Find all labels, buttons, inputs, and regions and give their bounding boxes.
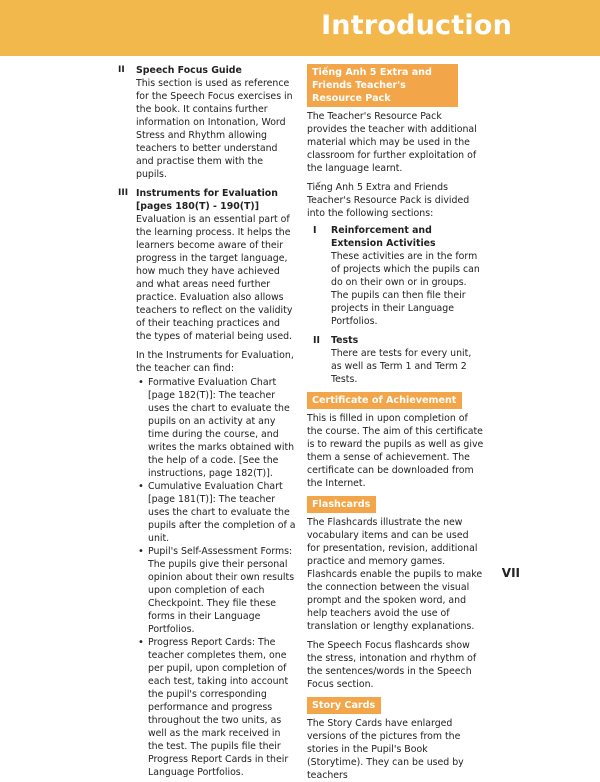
trp-lead: Tiếng Anh 5 Extra and Friends Teacher's Resource Pack is divided into the following sections: <box>307 182 470 219</box>
flashcards-body: The Flashcards illustrate the new vocabulary items and can be used for presentation, revision, additional practice and memory games. Flashcards enable the pupils to make the connection between the visual prompt and the spoken word, and help teachers avoid the use of translation or lengthy explanations. <box>307 517 483 632</box>
section-numeral: III <box>118 188 129 198</box>
trp-subsection-reinforcement <box>307 224 484 328</box>
list-item: • Cumulative Evaluation Chart [page 181(T)]: The teacher uses the chart to evaluate the pupils after the completion of a unit. <box>148 480 296 545</box>
subsection-numeral: II <box>313 335 320 346</box>
speech-focus-flashcards-body: The Speech Focus flashcards show the stress, intonation and rhythm of the sentences/words in the Speech Focus section. <box>307 640 477 690</box>
section-body: This section is used as reference for the Speech Focus exercises in the book. It contains further information on Intonation, Word Stress and Rhythm allowing teachers to better understand and practise them with the pupils. <box>136 78 293 180</box>
banner-story-cards: Story Cards <box>307 697 381 714</box>
trp-subsection-tests <box>307 334 484 386</box>
list-item: • Formative Evaluation Chart [page 182(T)]: The teacher uses the chart to evaluate the pupils on an activity at any time during the course, and writes the marks obtained with the help of a code. [See the instructions, page 182(T)]. <box>148 376 296 480</box>
subsection-title: Reinforcement and Extension Activities <box>331 225 436 249</box>
header-bar <box>0 0 600 56</box>
banner-certificate: Certificate of Achievement <box>307 392 462 409</box>
banner-teachers-resource-pack: Tiếng Anh 5 Extra and Friends Teacher's Resource Pack <box>307 64 458 107</box>
left-column <box>118 64 296 779</box>
banner-flashcards: Flashcards <box>307 496 376 513</box>
subsection-title: Tests <box>331 335 359 346</box>
subsection-body: These activities are in the form of projects which the pupils can do on their own or in groups. The pupils can then file their projects in their Language Portfolios. <box>331 251 480 327</box>
section-title: Instruments for Evaluation <box>136 188 278 199</box>
list-item: • Progress Report Cards: The teacher completes them, one per pupil, upon completion of each test, taking into account the pupil's corresponding performance and progress throughout the two units, as well as the mark received in the test. The pupils file their Progress Report Cards in their Language Portfolios. <box>148 636 296 779</box>
story-cards-body: The Story Cards have enlarged versions of the pictures from the stories in the Pupil's Book (Storytime). They can be used by teachers <box>307 718 464 781</box>
section-numeral: II <box>118 65 125 75</box>
certificate-body: This is filled in upon completion of the course. The aim of this certificate is to reward the pupils as well as give them a sense of achievement. The certificate can be downloaded from the Internet. <box>307 413 484 489</box>
section-pages: [pages 180(T) - 190(T)] <box>136 201 260 212</box>
page-title: Introduction <box>321 10 512 41</box>
section-lead: In the Instruments for Evaluation, the teacher can find: <box>136 350 294 374</box>
evaluation-list <box>136 376 296 779</box>
list-item: • Pupil's Self-Assessment Forms: The pupils give their personal opinion about their own results upon completion of each Checkpoint. They file these forms in their Language Portfolios. <box>148 545 296 636</box>
section-instruments-for-evaluation <box>118 187 296 779</box>
section-title: Speech Focus Guide <box>136 65 242 76</box>
section-body: Evaluation is an essential part of the learning process. It helps the learners become aware of their progress in the target language, how much they have achieved and what areas need further practice. Evaluation also allows teachers to reflect on the validity of their teaching practices and the types of material being used. <box>136 214 293 342</box>
section-speech-focus-guide <box>118 64 296 181</box>
subsection-body: There are tests for every unit, as well as Term 1 and Term 2 Tests. <box>331 348 472 385</box>
right-column <box>307 64 484 782</box>
subsection-numeral: I <box>313 225 317 236</box>
trp-body: The Teacher's Resource Pack provides the teacher with additional material which may be used in the classroom for further exploitation of the language learnt. <box>307 111 477 174</box>
page-number: VII <box>501 566 520 580</box>
